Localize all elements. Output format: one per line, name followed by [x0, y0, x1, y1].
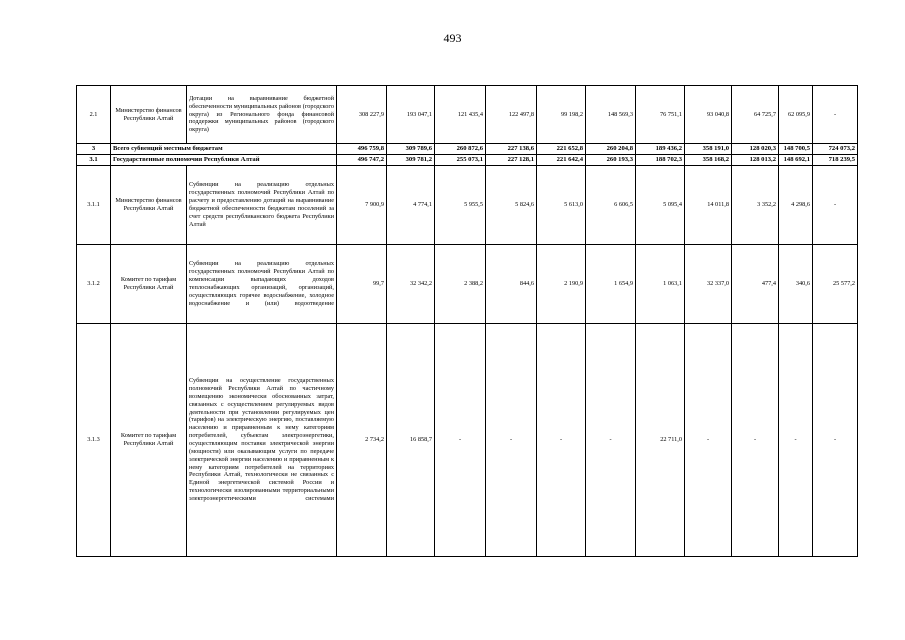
row-value: - [813, 324, 858, 557]
row-value: 148 692,1 [779, 155, 813, 166]
row-value: - [732, 324, 779, 557]
row-value: 93 040,8 [685, 86, 732, 144]
row-value: 1 063,1 [636, 245, 685, 324]
row-value: - [486, 324, 537, 557]
row-value: 193 047,1 [387, 86, 435, 144]
table-row [77, 245, 858, 324]
row-value: - [685, 324, 732, 557]
row-value: 221 642,4 [537, 155, 586, 166]
row-value: 76 751,1 [636, 86, 685, 144]
row-value: 4 774,1 [387, 166, 435, 245]
row-organization: Министерство финансов Республики Алтай [111, 166, 187, 245]
row-value: 340,6 [779, 245, 813, 324]
page-number: 493 [443, 31, 462, 45]
row-value: 358 168,2 [685, 155, 732, 166]
row-value: 32 342,2 [387, 245, 435, 324]
row-value: 148 700,5 [779, 144, 813, 155]
row-value: 496 747,2 [337, 155, 387, 166]
row-value: - [537, 324, 586, 557]
row-value: 121 435,4 [435, 86, 486, 144]
row-value: 496 759,8 [337, 144, 387, 155]
row-value: 358 191,0 [685, 144, 732, 155]
row-value: 260 193,3 [586, 155, 636, 166]
row-description: Субвенции на осуществление государственных полномочий Республики Алтай по частичному возмещению экономически обоснованных затрат, связанных с осуществлением регулируемых видов деятельности при установлении регулируемых цен (тарифов) на электрическую энергию, поставляемую населению и приравненным к нему категориям потребителей, субъектам электроэнергетики, осуществляющим поставки электрической энергии (мощности) или оказывающим услуги по передаче электрической энергии населению и приравненным к нему категориям потребителей на территориях Республики Алтай, технологически не связанных с Единой энергетической системой России и технологически изолированными территориальными электроэнергетическими системами [187, 324, 337, 557]
row-value: 5 824,6 [486, 166, 537, 245]
row-number: 3.1.1 [77, 166, 111, 245]
row-value: 5 613,0 [537, 166, 586, 245]
row-value: 14 011,8 [685, 166, 732, 245]
row-description: Дотации на выравнивание бюджетной обеспеченности муниципальных районов (городского округа) из Регионального фонда финансовой поддержки муниципальных районов (городского округа) [187, 86, 337, 144]
row-value: 724 073,2 [813, 144, 858, 155]
row-value: - [779, 324, 813, 557]
row-value: 189 436,2 [636, 144, 685, 155]
row-value: 62 095,9 [779, 86, 813, 144]
row-value: 4 298,6 [779, 166, 813, 245]
row-value: 308 227,9 [337, 86, 387, 144]
row-value: 844,6 [486, 245, 537, 324]
row-value: 227 128,1 [486, 155, 537, 166]
row-value: 255 073,1 [435, 155, 486, 166]
row-value: 260 204,8 [586, 144, 636, 155]
row-value: - [586, 324, 636, 557]
row-description: Субвенции на реализацию отдельных государственных полномочий Республики Алтай по компенсации выпадающих доходов теплоснабжающих организаций, организаций, осуществляющих горячее водоснабжение, холодное водоснабжение и (или) водоотведение [187, 245, 337, 324]
row-value: 5 095,4 [636, 166, 685, 245]
summary-row [77, 144, 858, 155]
row-number: 3.1 [77, 155, 111, 166]
row-number: 3.1.2 [77, 245, 111, 324]
row-value: 64 725,7 [732, 86, 779, 144]
row-value: 1 654,9 [586, 245, 636, 324]
row-value: 221 652,8 [537, 144, 586, 155]
row-organization: Министерство финансов Республики Алтай [111, 86, 187, 144]
row-value: 6 606,5 [586, 166, 636, 245]
row-value: 128 013,2 [732, 155, 779, 166]
table-row [77, 86, 858, 144]
row-value: 188 702,3 [636, 155, 685, 166]
row-value: 25 577,2 [813, 245, 858, 324]
row-number: 3.1.3 [77, 324, 111, 557]
table-row [77, 166, 858, 245]
table-body [77, 86, 858, 557]
row-value: 309 781,2 [387, 155, 435, 166]
row-description: Субвенции на реализацию отдельных государственных полномочий Республики Алтай по расчету и предоставлению дотаций на выравнивание бюджетной обеспеченности бюджетам поселений за счет средств республиканского бюджета Республики Алтай [187, 166, 337, 245]
row-value: 122 497,8 [486, 86, 537, 144]
row-value: 2 190,9 [537, 245, 586, 324]
row-organization: Комитет по тарифам Республики Алтай [111, 245, 187, 324]
row-value: 309 789,6 [387, 144, 435, 155]
row-value: 2 388,2 [435, 245, 486, 324]
row-number: 2.1 [77, 86, 111, 144]
row-label: Государственные полномочия Республики Алтай [111, 155, 337, 166]
row-value: 227 138,6 [486, 144, 537, 155]
row-value: 7 900,9 [337, 166, 387, 245]
row-value: - [813, 166, 858, 245]
row-value: 718 239,5 [813, 155, 858, 166]
row-value: 5 955,5 [435, 166, 486, 245]
row-label: Всего субвенций местным бюджетам [111, 144, 337, 155]
row-value: 99,7 [337, 245, 387, 324]
row-value: 260 872,6 [435, 144, 486, 155]
row-value: 148 569,3 [586, 86, 636, 144]
row-organization: Комитет по тарифам Республики Алтай [111, 324, 187, 557]
row-value: 2 734,2 [337, 324, 387, 557]
row-value: - [813, 86, 858, 144]
row-value: 3 352,2 [732, 166, 779, 245]
row-value: 16 858,7 [387, 324, 435, 557]
row-value: 32 337,0 [685, 245, 732, 324]
table-row [77, 324, 858, 557]
row-value: 477,4 [732, 245, 779, 324]
budget-table [76, 85, 858, 557]
row-value: 99 198,2 [537, 86, 586, 144]
row-value: 22 711,0 [636, 324, 685, 557]
summary-row [77, 155, 858, 166]
row-number: 3 [77, 144, 111, 155]
row-value: - [435, 324, 486, 557]
row-value: 128 020,3 [732, 144, 779, 155]
